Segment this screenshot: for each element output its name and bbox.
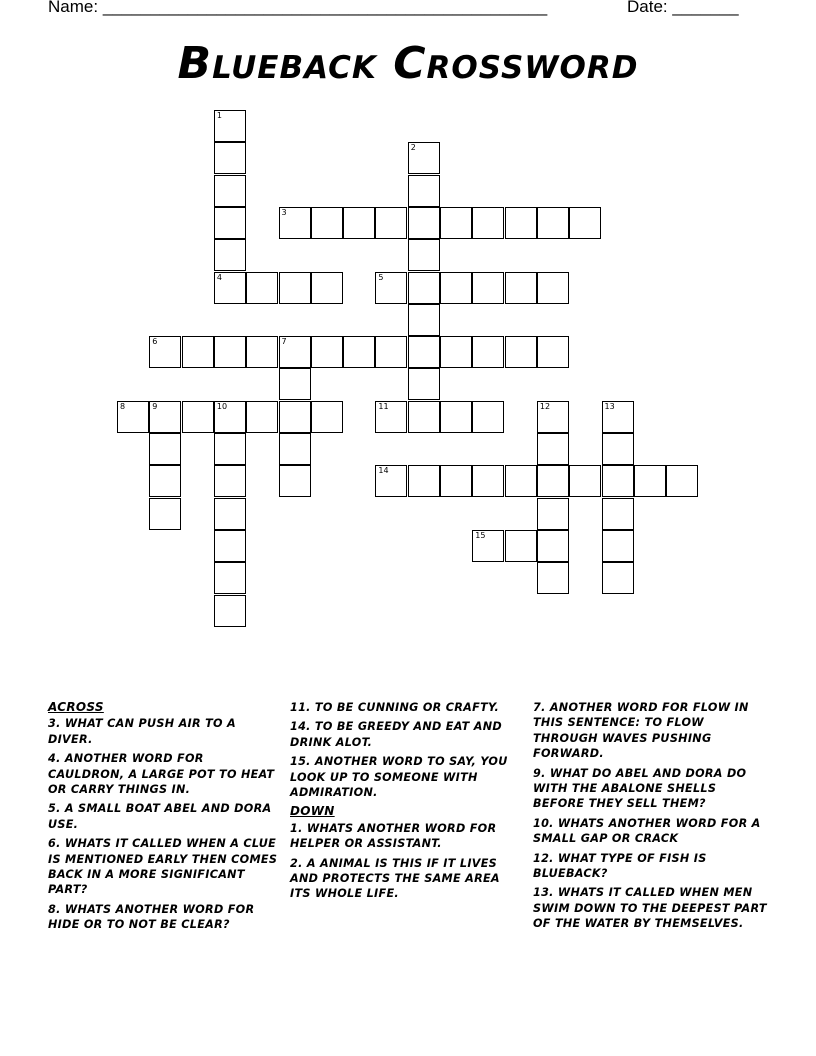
- grid-cell[interactable]: [246, 336, 278, 368]
- date-line[interactable]: _______: [672, 0, 739, 16]
- grid-cell[interactable]: [279, 401, 311, 433]
- grid-cell[interactable]: [214, 110, 246, 142]
- grid-cell[interactable]: [375, 207, 407, 239]
- grid-cell[interactable]: [472, 401, 504, 433]
- grid-cell[interactable]: [214, 175, 246, 207]
- name-label: Name:: [48, 0, 99, 16]
- clue-number: 13: [604, 401, 615, 411]
- grid-cell[interactable]: [602, 401, 634, 433]
- grid-cell[interactable]: [214, 465, 246, 497]
- grid-cell[interactable]: [440, 207, 472, 239]
- grid-cell[interactable]: [214, 336, 246, 368]
- grid-cell[interactable]: [602, 498, 634, 530]
- grid-cell[interactable]: [505, 465, 537, 497]
- clue-down-13: 13. WHATS IT CALLED WHEN MEN SWIM DOWN TO THE DEEPEST PART OF THE WATER BY THEMSELVES.: [533, 886, 767, 931]
- grid-cell[interactable]: [246, 272, 278, 304]
- grid-cell[interactable]: [602, 465, 634, 497]
- grid-cell[interactable]: [408, 175, 440, 207]
- grid-cell[interactable]: [149, 498, 181, 530]
- grid-cell[interactable]: [214, 142, 246, 174]
- grid-cell[interactable]: [505, 530, 537, 562]
- name-line[interactable]: _______________________________________________: [102, 0, 548, 16]
- grid-cell[interactable]: [375, 272, 407, 304]
- grid-cell[interactable]: [214, 562, 246, 594]
- clue-across-14: 14. TO BE GREEDY AND EAT AND DRINK ALOT.: [290, 720, 502, 749]
- grid-cell[interactable]: [375, 336, 407, 368]
- grid-cell[interactable]: [408, 465, 440, 497]
- grid-cell[interactable]: [472, 336, 504, 368]
- clue-number: 7: [281, 337, 287, 347]
- grid-cell[interactable]: [279, 433, 311, 465]
- grid-cell[interactable]: [537, 207, 569, 239]
- grid-cell[interactable]: [472, 465, 504, 497]
- grid-cell[interactable]: [149, 433, 181, 465]
- clues-column-1: [48, 700, 284, 937]
- grid-cell[interactable]: [505, 336, 537, 368]
- clue-across-6: 6. WHATS IT CALLED WHEN A CLUE IS MENTIONED EARLY THEN COMES BACK IN A MORE SIGNIFICANT PART?: [48, 837, 278, 897]
- clue-number: 2: [410, 143, 416, 153]
- grid-cell[interactable]: [408, 336, 440, 368]
- clue-number: 6: [152, 337, 158, 347]
- grid-cell[interactable]: [149, 401, 181, 433]
- clue-number: 1: [216, 111, 222, 120]
- grid-cell[interactable]: [537, 401, 569, 433]
- grid-cell[interactable]: [440, 401, 472, 433]
- grid-cell[interactable]: [602, 562, 634, 594]
- grid-cell[interactable]: [666, 465, 698, 497]
- page-title: Blueback Crossword: [177, 38, 639, 89]
- grid-cell[interactable]: [537, 498, 569, 530]
- clue-across-4: 4. ANOTHER WORD FOR CAULDRON, A LARGE POT TO HEAT OR CARRY THINGS IN.: [48, 752, 275, 797]
- grid-cell[interactable]: [311, 336, 343, 368]
- grid-cell[interactable]: [537, 433, 569, 465]
- grid-cell[interactable]: [537, 465, 569, 497]
- grid-cell[interactable]: [408, 207, 440, 239]
- clue-down-1: 1. WHATS ANOTHER WORD FOR HELPER OR ASSISTANT.: [290, 821, 497, 851]
- clue-number: 4: [216, 272, 222, 282]
- clue-across-11: 11. TO BE CUNNING OR CRAFTY.: [290, 701, 500, 714]
- date-label: Date:: [627, 0, 668, 16]
- grid-cell[interactable]: [472, 272, 504, 304]
- clue-number: 5: [378, 272, 384, 282]
- grid-cell[interactable]: [246, 401, 278, 433]
- grid-cell[interactable]: [375, 401, 407, 433]
- grid-cell[interactable]: [408, 368, 440, 400]
- grid-cell[interactable]: [214, 272, 246, 304]
- clue-number: 12: [539, 401, 551, 411]
- grid-cell[interactable]: [569, 465, 601, 497]
- grid-cell[interactable]: [117, 401, 149, 433]
- clue-across-3: 3. WHAT CAN PUSH AIR TO A DIVER.: [48, 717, 236, 746]
- grid-cell[interactable]: [279, 272, 311, 304]
- clue-down-7: 7. ANOTHER WORD FOR FLOW IN THIS SENTENCE: TO FLOW THROUGH WAVES PUSHING FORWARD.: [533, 701, 749, 761]
- grid-cell[interactable]: [214, 207, 246, 239]
- grid-cell[interactable]: [472, 530, 504, 562]
- grid-cell[interactable]: [343, 207, 375, 239]
- clue-across-5: 5. A SMALL BOAT ABEL AND DORA USE.: [48, 802, 272, 831]
- clue-number: 3: [281, 207, 287, 217]
- grid-cell[interactable]: [279, 207, 311, 239]
- grid-cell[interactable]: [537, 336, 569, 368]
- grid-cell[interactable]: [214, 530, 246, 562]
- grid-cell[interactable]: [279, 465, 311, 497]
- grid-cell[interactable]: [214, 433, 246, 465]
- grid-cell[interactable]: [408, 401, 440, 433]
- grid-cell[interactable]: [602, 530, 634, 562]
- clue-number: 11: [378, 401, 389, 411]
- grid-cell[interactable]: [182, 401, 214, 433]
- grid-cell[interactable]: [602, 433, 634, 465]
- down-heading: DOWN: [290, 804, 335, 819]
- grid-cell[interactable]: [375, 465, 407, 497]
- grid-cell[interactable]: [214, 498, 246, 530]
- grid-cell[interactable]: [343, 336, 375, 368]
- clue-number: 15: [475, 530, 486, 540]
- grid-cell[interactable]: [537, 562, 569, 594]
- grid-cell[interactable]: [408, 304, 440, 336]
- clues-column-3: [533, 700, 769, 936]
- grid-cell[interactable]: [569, 207, 601, 239]
- clue-number: 8: [120, 401, 126, 411]
- grid-cell[interactable]: [472, 207, 504, 239]
- grid-cell[interactable]: [537, 530, 569, 562]
- grid-cell[interactable]: [408, 272, 440, 304]
- grid-cell[interactable]: [440, 465, 472, 497]
- clue-number: 10: [216, 401, 228, 411]
- grid-cell[interactable]: [149, 465, 181, 497]
- grid-cell[interactable]: [311, 207, 343, 239]
- clue-number: 9: [152, 401, 158, 411]
- clue-number: 14: [378, 466, 389, 476]
- grid-cell[interactable]: [182, 336, 214, 368]
- clue-across-8: 8. WHATS ANOTHER WORD FOR HIDE OR TO NOT BE CLEAR?: [48, 902, 255, 932]
- grid-cell[interactable]: [214, 595, 246, 627]
- grid-cell[interactable]: [440, 272, 472, 304]
- grid-cell[interactable]: [214, 401, 246, 433]
- clues-column-2: [290, 700, 518, 906]
- clue-down-10: 10. WHATS ANOTHER WORD FOR A SMALL GAP OR CRACK: [533, 816, 761, 846]
- grid-cell[interactable]: [537, 272, 569, 304]
- grid-cell[interactable]: [279, 336, 311, 368]
- grid-cell[interactable]: [408, 239, 440, 271]
- across-heading: ACROSS: [48, 700, 104, 714]
- clue-down-12: 12. WHAT TYPE OF FISH IS BLUEBACK?: [533, 851, 707, 881]
- clue-down-2: 2. A ANIMAL IS THIS IF IT LIVES AND PROTECTS THE SAME AREA ITS WHOLE LIFE.: [290, 856, 500, 901]
- clue-down-9: 9. WHAT DO ABEL AND DORA DO WITH THE ABALONE SHELLS BEFORE THEY SELL THEM?: [533, 766, 747, 811]
- grid-cell[interactable]: [505, 207, 537, 239]
- grid-cell[interactable]: [214, 239, 246, 271]
- grid-cell[interactable]: [440, 336, 472, 368]
- grid-cell[interactable]: [279, 368, 311, 400]
- grid-cell[interactable]: [149, 336, 181, 368]
- clue-across-15: 15. ANOTHER WORD TO SAY, YOU LOOK UP TO SOMEONE WITH ADMIRATION.: [290, 755, 508, 800]
- grid-cell[interactable]: [311, 401, 343, 433]
- grid-cell[interactable]: [634, 465, 666, 497]
- grid-cell[interactable]: [311, 272, 343, 304]
- grid-cell[interactable]: [505, 272, 537, 304]
- grid-cell[interactable]: [408, 142, 440, 174]
